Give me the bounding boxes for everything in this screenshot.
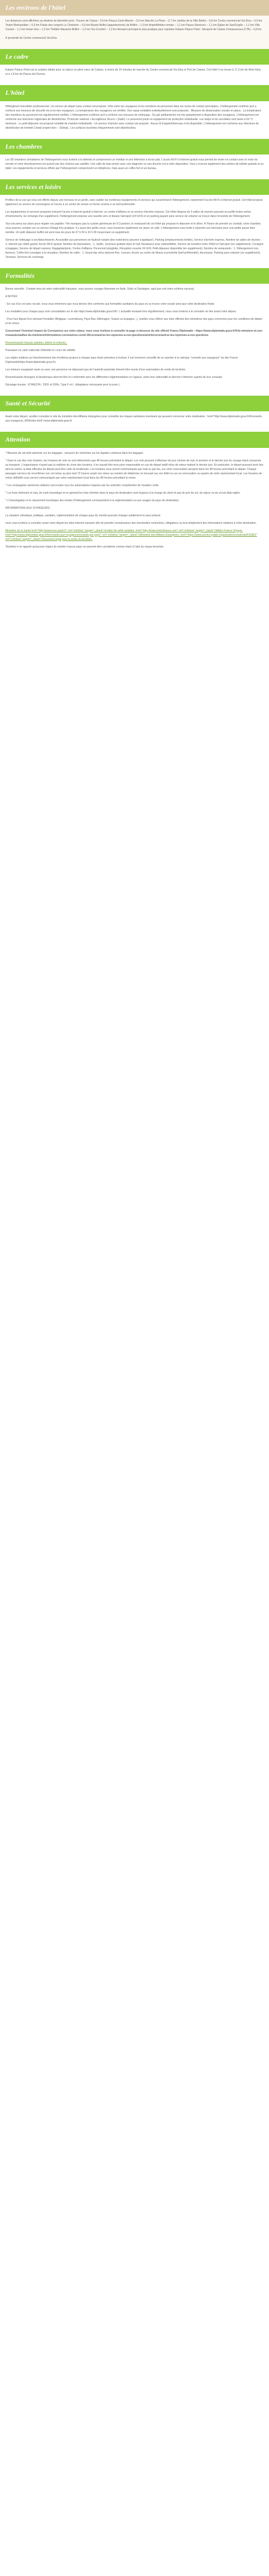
paragraph: * Les compagnies aériennes utilisées sont toutes reçu les autorisations requises par les autorités compétentes de l'aviation civile. — [5, 483, 159, 487]
section-title-cadre: Le cadre — [0, 49, 269, 65]
paragraph: Ressortissants étrangers et binationaux devront être en conformité avec les différentes réglementations en vigueur, selon leur nationalité et devront s'informer auprès de leur consulat. — [5, 376, 223, 380]
section-attention — [0, 432, 269, 557]
paragraph: Avant votre départ, veuillez consulter le site du ministère des Affaires étrangères pour connaître les risques sanitaires éventuels qui peuvent concerner votre destination : href="http://www.diplomatie.gouv.fr/fr/conseils-aux-voyageurs_909/index.html">www.diplomatie.gouv.fr — [5, 415, 263, 423]
paragraph: Les règles relatives au franchissement des frontières propres à chaque pays étant amenées à évoluer, il est vivement conseillé de se reporter à la rubrique "conseils aux voyageurs" du site France Diplomatie(https://www.diplomatie.gouv.fr). — [5, 356, 238, 364]
paragraph: * Les frais inhérents et visa, de carte touristique et en général les frais d'entrée dans le pays de destination sont toujours à la charge du client et pas du prix du vol, du séjour ou du circuit déjà réglés. — [5, 491, 241, 495]
paragraph: A NOTER — [5, 295, 17, 299]
health-links[interactable]: Ministère de la Santé href="http://www.invs.sante.fr" rel="nofollow" target="_blank">Institut de veille sanitaire, href="http://www.meteofrance.com" rel="nofollow" target="_blank">Météo France Voyage, href="http://www.diplomatie.gouv.fr/fr/conseils-aux-voyageurs/conseils-par-pays/" rel="nofollow" target="_blank">Ministère des Affaires Étrangères, href="https://www.service-public.fr/particuliers/vosdroits/F32803" rel="nofollow" target="_blank">Document légal pour la sortie du territoire. — [5, 529, 257, 541]
paragraph: * Mesures de sécurité aérienne sur les bagages : mesures de restriction sur les liquides contenus dans les bagages — [5, 451, 143, 455]
section-title-environs: Les environs de l'hôtel — [0, 0, 269, 16]
paragraph: La situation climatique, politique, sanitaire, réglementation de chaque pays du monde pouvant changer subitement et sans préavis — [5, 514, 161, 517]
paragraph: Profitez de la vue qui vous est offerte depuis une terrasse et un jardin, sans oublier les nombreux équipements et services qui caractérisent l'hébergement, notamment l'accès Wi-Fi à Internet gratuit. Cet hôtel propose également un service de conciergerie et l'accès à un centre de remise en forme soumis à un tarif préférentiel. — [5, 198, 263, 206]
paragraph: - En cas d'un vol avec escale, nous vous informons que vous devrez être conforme aux formalités sanitaires du pays où se trouve votre escale ainsi que votre destination finale. — [5, 303, 215, 306]
paragraph: Passeport ou carte nationale d'identité en cours de validité. — [5, 349, 76, 353]
section-environs — [0, 0, 269, 49]
section-title-chambres: Les chambres — [0, 139, 269, 155]
section-cadre — [0, 49, 269, 85]
paragraph: Tout est prévu sur place pour régaler vos papilles ! Ne manquez pas la cuisine généreuse de Il Cuciniere, le restaurant de cet hôtel qui propose le déjeuner et le dîner. À l'heure de prendre un cocktail, votre chambre, vous pourrez compter sur un service d'étage très pratique. Il y aussi des petits creux, vous trouverez également sur place un café. L'hébergement vous invite à rejoindre son bar/salon pour une petite pause bien méritée. Un petit déjeuner buffet est servi tous les jours de 07 h 00 à 10 h 00 moyennant un supplément. — [5, 222, 261, 234]
paragraph: Hôte/gérant immobilier professionnel. Un service de départ sans contact est proposé. Vitre entre les voyageurs et les membres du personnel dans les zones de contact principales. L'hébergement confirme qu'il a renforcé ses mesures de sécurité vis-à-vis des voyageurs. La température des voyageurs est vérifiée. Des repas emballés individuellement sont proposés . Mesures de distanciation sociale en place.. La température des membres du personnel est régulièrement vérifiée. L'hébergement confirme qu'il a renforcé ses mesures de nettoyage.. Du gel antibactérien est mis gratuitement à disposition des voyageurs. L'hébergement est conforme aux directives régionales de désinfection. Protocole national « Accoglienza Sicura » (Italie). Le personnel porte un équipement de protection individuelle. Les draps et les serviettes sont lavés à 60 °C minimum.. Le petit-déjeuner est proposé emballé de manière individuelle.. Un service d'arrivée sans contact est proposé.. Aucun lit d'appoint/berceau n'est disponible. L'hébergement est conforme aux directives de désinfection de Intertek Cristal (expert tiers – Global).. Les surfaces touchées fréquemment sont désinfectées. — [5, 104, 261, 130]
paragraph: Service de nettoyage à sec/blanchisserie, Accessible aux personnes en fauteuil roulant (des restrictions peuvent s'appliquer), Parking (emplacements limités), Service d'arrivée express, Nombre de salles de réunion : 3, Internet par câble gratuit, Accès Wi-Fi gratuit, Nombre de bars/salons : 1, Jardin, Journaux gratuits dans le hall, Assistance pour visites/billets, Service de transfert entre l'hôtel et l'aéroport (en supplément), Consigne à bagages, Service de départ express, Bagagiste/porte, Centre d'affaires, Personnel polyglotte, Réception ouverte 24 h/24, Petit-déjeuner disponible (en supplément), Nombre de restaurants : 1, Hébergement non-fumeurs, Coffre-fort (consigne à la réception, Nombre de cafés : 1, Snack-bar et/ou épicerie fine, Livreurs, Accès au centre de fitness à proximité (tarif préférentiel), Ascenseur, Parking sans voiturier (en supplément), Terrasse, Services de concierge — [5, 238, 264, 259]
paragraph: * Dans le cas des vols charters, les horaires de vols ne sont déterminés que 48 heures précédant le départ. Les vols peuvent s'effectuer de jour comme de nuit, le premier et le dernier jour du voyage étant consacrés au transport. L'organisateur n'ayant pas la maîtrise du choix des horaires, il ne saurait être tenu pour responsable en cas de départ tardif et/ou de retour matinal le dernier jour. En particulier, le départ pouvant avoir lieu tard en soirée, la date effective de départ peut être celle du lendemain. Les horaires vous seront communiqués par mail ou par fax, sur votre convocation aéroport dans les 48 heures précédant le départ. Chaque passager est tenu de reconfirmer son vol retour au plus tard 72 heures avant son retour au numéro de téléphone se trouvant sur son billet ou sur sa convocation ou auprès de notre représentant local. Les horaires de retour définitifs vous seront communiqués par notre représentant local dans les 48 heures précédant le retour. — [5, 459, 264, 480]
section-body-loisirs — [0, 195, 269, 268]
paragraph: Décalage horaire : ETA/ESTA : 230V et 50Hz, Type F et L. Adaptateur nécessaire pour la prise L. — [5, 383, 121, 387]
section-title-sante: Santé et Sécurité — [0, 396, 269, 411]
paragraph: Les modalités pour chaque pays sont consultables sur le site https://www.diplomatie.gouv.fr/fr/. L'actualité évoluant très régulièrement, nous vous invitons à le consulter en lien avant votre départ. — [5, 310, 237, 314]
section-body-cadre — [0, 65, 269, 85]
section-title-loisirs: Les services et loisirs — [0, 179, 269, 195]
section-title-hotel: L'hôtel — [0, 85, 269, 101]
section-title-formalites: Formalités — [0, 268, 269, 284]
paragraph: - Pour tout départ d'un aéroport frontalier (Belgique, Luxembourg, Pays-Bas, Allemagne, Suisse ou Espagne...), veuillez vous référer aux sites officiels des ministères des pays concernés pour les conditions de départ et de retour. — [5, 318, 263, 326]
paragraph: * L'homologation et le classement touristique des modes d'hébergement correspondent à la réglementation ou aux usages du pays de destination. — [5, 499, 180, 502]
section-formalites — [0, 268, 269, 396]
paragraph: INFORMATIONS AUX VOYAGEURS : — [5, 506, 51, 510]
paragraph: À proximité de Centre commercial Via Etna — [5, 37, 57, 40]
paragraph: Les 58 chambres climatisées de l'hébergement vous invitent à la détente et comprennent un minibar et une télévision à écran plat. L'accès Wi-Fi à Internet gratuit vous permet de rester en contact avec le reste du monde et votre divertissement est assuré par des chaînes par satellite. Une salle de bain privée avec une baignoire ou une douche est à votre disposition. Vous y trouvez également des articles de toilette gratuits et un bidet. Les équipements et services offerts par l'hébergement comprennent un téléphone, mais aussi un coffre-fort et un bureau. — [5, 158, 264, 170]
section-body-formalites — [0, 284, 269, 396]
section-title-attention: Attention — [0, 432, 269, 447]
paragraph: Bonne nouvelle : Compte tenu de votre nationalité française, vous pouvez voyager librement en Italie, Sicile et Sardaigne, quel que soit votre schéma vaccinal. — [5, 287, 195, 291]
page — [0, 0, 269, 558]
section-sante — [0, 396, 269, 432]
paragraph: Les distances sont affichées au dixième de kilomètre près. Trouver de Caluso : 0,5 km Piazza Carlo Alberto – 0,5 km Marché La Piave – 0,7 km Jardins de la Villa Bellini – 0,8 km Centre commercial Via Etna – 0,9 km Teatro Metropolitan – 0,9 km Palais des congrès Le Ciminiere – 0,9 km Musée Bellini (appartements) de Bellini – 1,0 km Amphithéâtre romain – 1,1 km Piazza Stesicoro – 1,1 km Église de Sant'Euplio – 1,1 km Villa Cerami – 1,1 km Ionian Sea – 1,2 km Théâtre Massimo Bellini – 1,2 km Via Crociferi – 1,2 km Aéroport principal le plus pratique pour rejoindre Katane Palace Hotel : Aéroport de Catane Fontanarossa (CTA) – 6,8 km — [5, 19, 263, 32]
section-body-sante — [0, 411, 269, 432]
section-chambres — [0, 139, 269, 179]
paragraph: Les équipements et services proposés incluent l'accès à Internet gratuit à Internet, un centre d'affaires et un service d'arrivée express. Cet hôtel dispose de 3 salles de réunion pouvant accueillir toutes sortes d'événements. En échange d'un supplément, l'hébergement propose une navette vers et depuis l'aéroport (24 h/24) et un parking payant sans service de voiturier se trouve dans l'enceinte de l'hébergement. — [5, 210, 251, 218]
section-body-environs — [0, 16, 269, 49]
paragraph: nous vous invitons à consulter avant votre départ les sites Internet suivants afin de prendre connaissance des éventuelles restrictions, obligations ou tout simplement des informations relatives à votre destination. — [5, 521, 257, 525]
paragraph: Les mineurs voyageant seuls ou avec une personne ne disposant pas de l'autorité parentale doivent être munis d'une autorisation de sortie de territoire. — [5, 368, 186, 372]
section-body-hotel — [0, 101, 269, 139]
section-body-attention — [0, 448, 269, 558]
section-body-chambres — [0, 155, 269, 179]
paragraph: Toutefois il ne rappelé qu'aucune région du monde n'aucun pays ne peuvent être considérés comme étant à l'abri du risque terroriste. — [5, 545, 164, 549]
nationals-link[interactable]: Ressortissants français (adultes, bébés et enfants) : — [5, 341, 68, 345]
paragraph: Katane Palace Hotel est la solution idéale pour un séjour en plein cœur de Catane, à moins de 10 minutes de marche du Centre commercial Via Etna et Port de Catane. Cet hôtel 4 se trouve à 17,3 km de Mont Etna et à 1,8 km de Piazza del Duomo. — [5, 68, 261, 76]
section-hotel — [0, 85, 269, 138]
paragraph-coronavirus: Concernant l'éventuel impact du Coronavirus sur votre séjour, nous vous invitons à consulter la page ci-dessous du site officiel France Diplomatie : https://www.diplomatie.gouv.fr/fr/le-ministere-et-son-reseau/actualites-du-ministere/informations-coronavirus-covid-19/coronavirus-les-reponses-a-vos-questions/article/coronavirus-les-reponses-a-vos-questions — [5, 329, 263, 338]
section-loisirs — [0, 179, 269, 268]
